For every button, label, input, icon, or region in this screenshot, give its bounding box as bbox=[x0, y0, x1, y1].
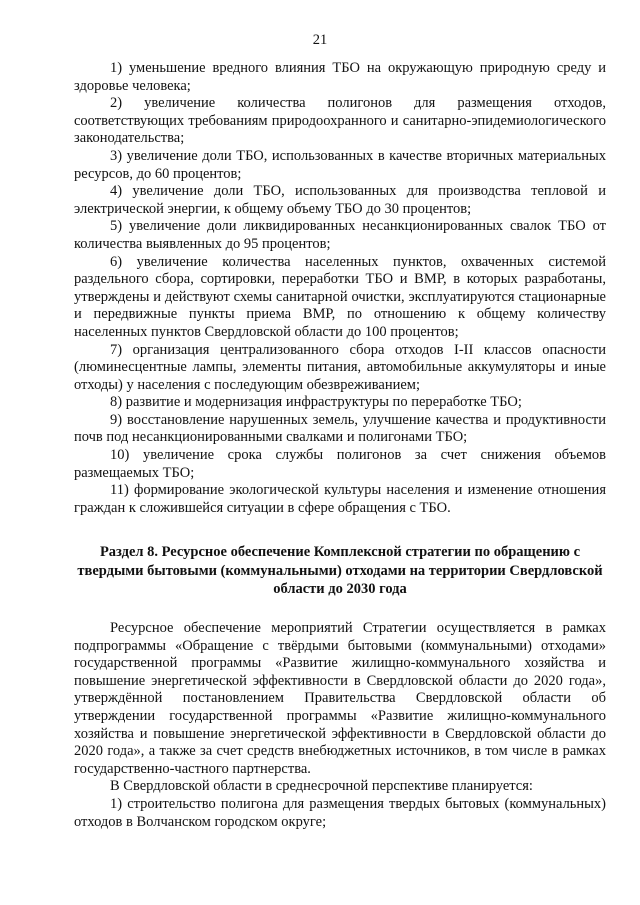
list-item-5: 5) увеличение доли ликвидированных несанкционированных свалок ТБО от количества выявленных до 95 процентов; bbox=[74, 218, 606, 252]
list-item-7: 7) организация централизованного сбора отходов I-II классов опасности (люминесцентные лампы, элементы питания, автомобильные аккумуляторы и иные отходы) у населения с последующим обезвреживанием; bbox=[74, 341, 606, 393]
planning-intro: В Свердловской области в среднесрочной перспективе планируется: bbox=[110, 778, 533, 795]
list-item-9: 9) восстановление нарушенных земель, улучшение качества и продуктивности почв под несанкционированными свалками и полигонами ТБО; bbox=[74, 411, 606, 446]
list-item-10: 10) увеличение срока службы полигонов за счет снижения объемов размещаемых ТБО; bbox=[74, 447, 606, 481]
section-heading: Раздел 8. Ресурсное обеспечение Комплексной стратегии по обращению с твердыми бытовыми (коммунальными) отходами на территории Свердловской области до 2030 года bbox=[77, 544, 603, 597]
list-item-2: 2) увеличение количества полигонов для размещения отходов, соответствующих требованиям природоохранного и санитарно-эпидемиологического законодательства; bbox=[74, 95, 606, 147]
document-body bbox=[74, 60, 606, 831]
list-item-6: 6) увеличение количества населенных пунктов, охваченных системой раздельного сбора, сортировки, переработки ТБО и ВМР, в которых разработаны, утверждены и действуют схемы санитарной очистки, эксплуатируются стационарные и передвижные пункты приема ВМР, по отношению к общему количеству населенных пунктов Свердловской области до 100 процентов; bbox=[74, 253, 606, 340]
list-item-8: 8) развитие и модернизация инфраструктуры по переработке ТБО; bbox=[110, 394, 522, 411]
resource-paragraph: Ресурсное обеспечение мероприятий Стратегии осуществляется в рамках подпрограммы «Обращение с твёрдыми бытовыми (коммунальными) отходами» государственной программы «Развитие жилищно-коммунального хозяйства и повышение энергетической эффективности в Свердловской области до 2020 года», утверждённой постановлением Правительства Свердловской области об утверждении государственной программы «Развитие жилищно-коммунального хозяйства и повышение энергетической эффективности в Свердловской области до 2020 года», а также за счет средств внебюджетных источников, в том числе в рамках государственно-частного партнерства. bbox=[74, 620, 606, 777]
list-item-4: 4) увеличение доли ТБО, использованных для производства тепловой и электрической энергии, к общему объему ТБО до 30 процентов; bbox=[74, 183, 606, 217]
page-number: 21 bbox=[312, 32, 328, 48]
list-item-1: 1) уменьшение вредного влияния ТБО на окружающую природную среду и здоровье человека; bbox=[74, 60, 606, 94]
list-item-3: 3) увеличение доли ТБО, использованных в качестве вторичных материальных ресурсов, до 60 процентов; bbox=[74, 147, 606, 182]
plan-item-1: 1) строительство полигона для размещения твердых бытовых (коммунальных) отходов в Волчанском городском округе; bbox=[74, 795, 606, 830]
list-item-11: 11) формирование экологической культуры населения и изменение отношения граждан к сложившейся ситуации в сфере обращения с ТБО. bbox=[74, 482, 606, 516]
